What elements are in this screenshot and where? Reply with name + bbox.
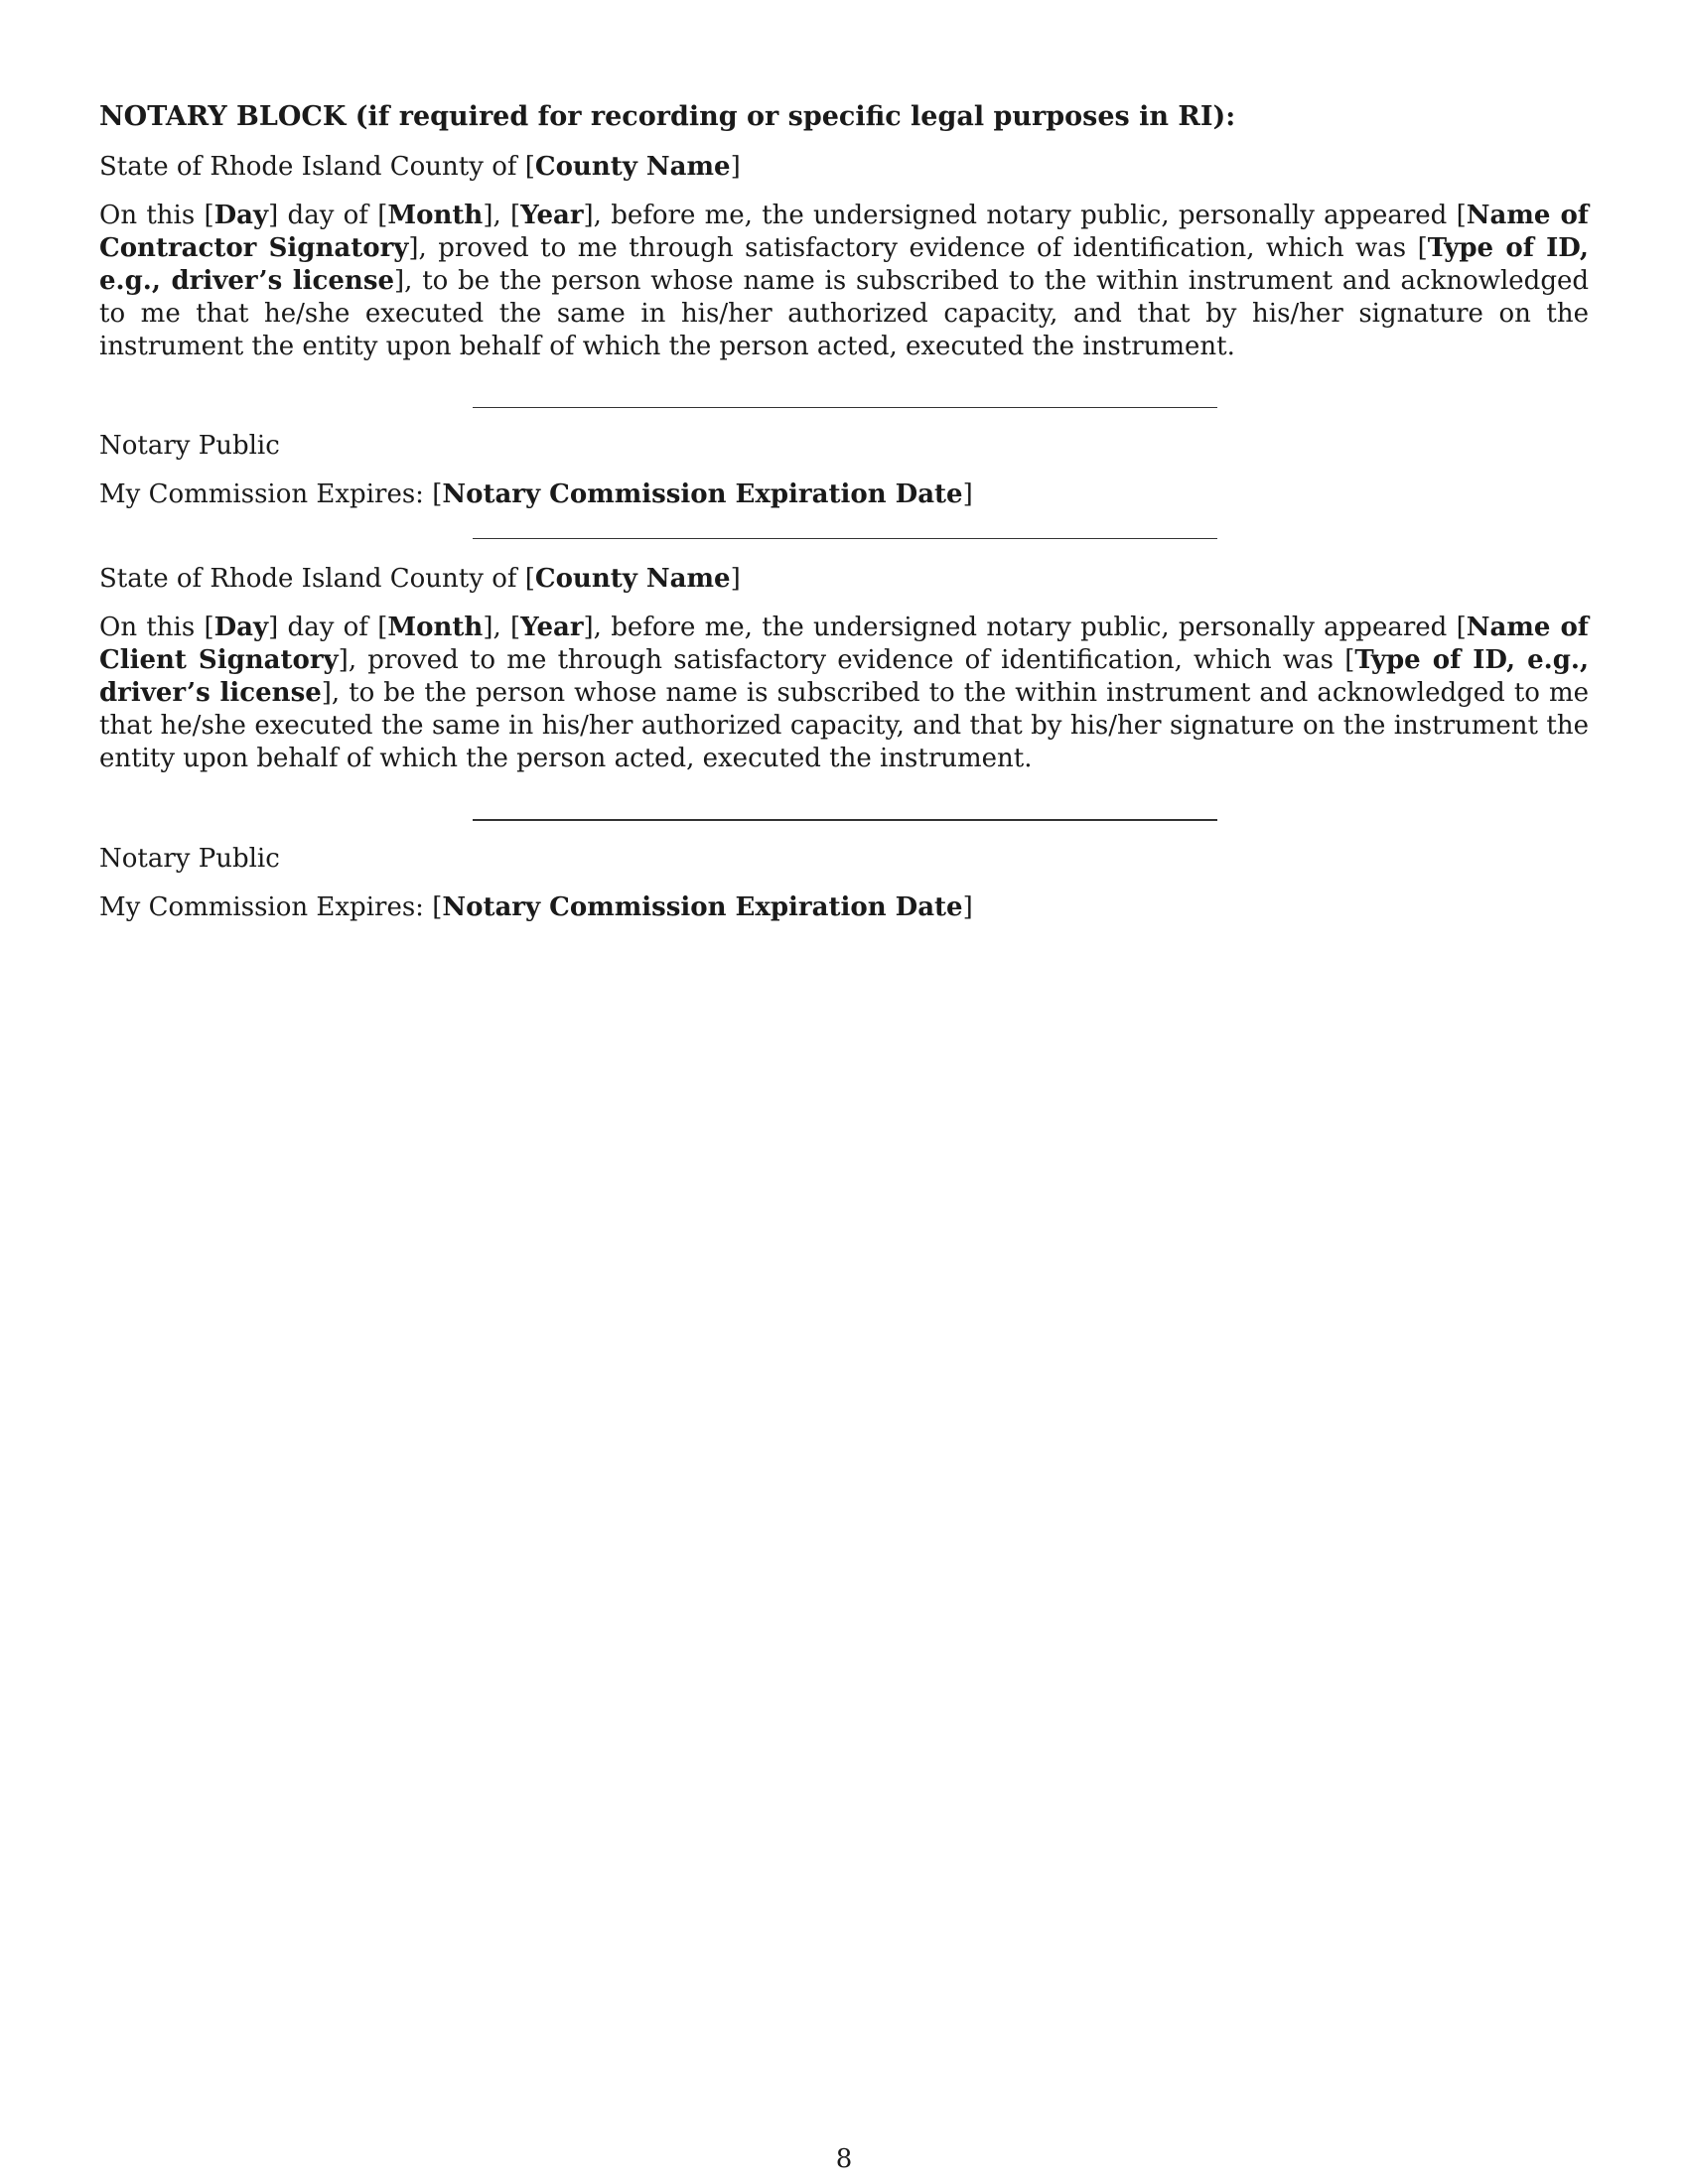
signatory-placeholder: Name of Contractor Signatory [99,201,1589,263]
acknowledgment-paragraph: On this [Day] day of [Month], [Year], before me, the undersigned notary public, personally appeared [Name of Contractor Signatory], proved to me through satisfactory evidence of identification, which was [Type of ID, e.g., driver’s license], to be the person whose name is subscribed to the within instrument and acknowledged to me that he/she executed the same in his/her authorized capacity, and that by his/her signature on the instrument the entity upon behalf of which the person acted, executed the instrument. [99,201,1589,361]
state-county-line: State of Rhode Island County of [County Name] [99,152,741,182]
day-placeholder: Day [213,201,269,230]
commission-expires-line: My Commission Expires: [Notary Commission Expiration Date] [99,479,973,509]
day-placeholder: Day [213,613,269,642]
page-number: 8 [835,2144,853,2174]
acknowledgment-paragraph: On this [Day] day of [Month], [Year], before me, the undersigned notary public, personally appeared [Name of Client Signatory], proved to me through satisfactory evidence of identification, which was [Type of ID, e.g., driver’s license], to be the person whose name is subscribed to the within instrument and acknowledged to me that he/she executed the same in his/her authorized capacity, and that by his/her signature on the instrument the entity upon behalf of which the person acted, executed the instrument. [99,613,1589,773]
county-placeholder: County Name [534,564,731,594]
year-placeholder: Year [520,201,584,230]
notary-signature-line [473,407,1217,408]
notary-public-label: Notary Public [99,844,280,874]
state-county-line: State of Rhode Island County of [County Name] [99,564,741,594]
commission-date-placeholder: Notary Commission Expiration Date [442,479,963,509]
id-type-placeholder: Type of ID, e.g., driver’s license [99,233,1589,296]
signatory-placeholder: Name of Client Signatory [99,613,1589,675]
notary-block-heading: NOTARY BLOCK (if required for recording or specific legal purposes in RI): [99,101,1236,132]
month-placeholder: Month [387,201,484,230]
commission-expires-line: My Commission Expires: [Notary Commission Expiration Date] [99,892,973,922]
commission-date-placeholder: Notary Commission Expiration Date [442,892,963,922]
year-placeholder: Year [520,613,584,642]
id-type-placeholder: Type of ID, e.g., driver’s license [99,645,1589,708]
notary-public-label: Notary Public [99,431,280,461]
section-divider-line [473,538,1217,539]
county-placeholder: County Name [534,152,731,182]
notary-signature-line [473,819,1217,821]
document-page [99,99,1589,924]
month-placeholder: Month [387,613,484,642]
